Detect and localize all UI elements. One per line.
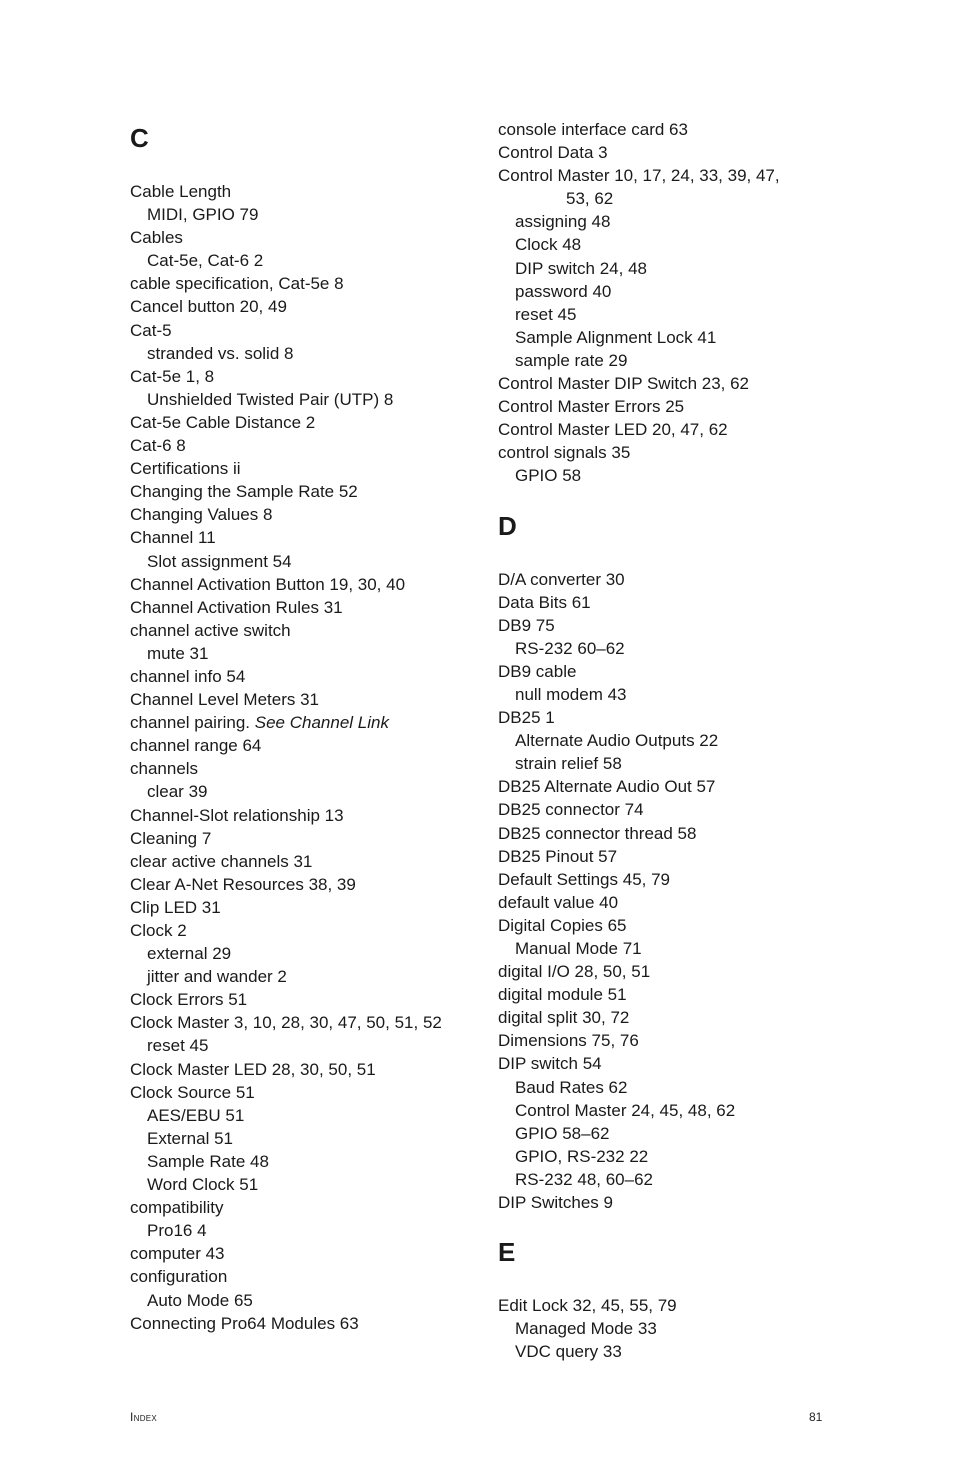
index-entry <box>130 734 470 757</box>
index-entry-text: Clip LED 31 <box>130 897 221 917</box>
index-subentry <box>498 1340 838 1363</box>
index-entry <box>130 596 470 619</box>
index-subentry <box>498 683 838 706</box>
index-entry-text: Control Master DIP Switch 23, 62 <box>498 374 750 394</box>
index-entry-text: DB25 1 <box>498 708 555 728</box>
index-subentry <box>498 1076 838 1099</box>
index-entry-text: channels <box>130 759 199 779</box>
index-letter-heading: C <box>130 123 149 153</box>
footer-page-number: 81 <box>809 1410 823 1424</box>
index-entry <box>498 614 838 637</box>
index-subentry <box>498 1099 838 1122</box>
index-entry-text: Cat-5e 1, 8 <box>130 366 215 386</box>
index-entry-text: 53, 62 <box>566 189 614 209</box>
index-subentry <box>498 464 838 487</box>
index-entry-text: GPIO 58 <box>515 466 582 486</box>
index-entry-text: clear 39 <box>147 782 208 802</box>
index-subentry <box>498 1122 838 1145</box>
index-entry-text: configuration <box>130 1267 228 1287</box>
index-entry-text: Cat-6 8 <box>130 436 186 456</box>
footer-section-label: Index <box>130 1410 158 1424</box>
index-entry <box>498 845 838 868</box>
index-subentry <box>130 1173 470 1196</box>
index-entry-text: reset 45 <box>515 304 577 324</box>
index-subentry <box>498 1317 838 1340</box>
index-entry <box>498 395 838 418</box>
index-entry-text: Control Master Errors 25 <box>498 397 685 417</box>
index-entry <box>130 827 470 850</box>
index-entry <box>498 418 838 441</box>
index-entry-text: channel info 54 <box>130 666 246 686</box>
index-entry <box>130 873 470 896</box>
spacer <box>130 162 470 180</box>
index-entry-text: Changing Values 8 <box>130 505 273 525</box>
index-entry-text: Cables <box>130 228 183 248</box>
index-entry <box>130 1011 470 1034</box>
index-entry-text: Baud Rates 62 <box>515 1077 628 1097</box>
index-entry-text: DB25 connector 74 <box>498 800 644 820</box>
index-subentry <box>130 1034 470 1057</box>
index-subentry <box>498 349 838 372</box>
index-entry <box>130 503 470 526</box>
index-entry-text: D/A converter 30 <box>498 569 625 589</box>
index-entry-text: Certifications ii <box>130 459 241 479</box>
index-entry-text: VDC query 33 <box>515 1342 622 1362</box>
index-entry-text: Channel 11 <box>130 528 216 548</box>
index-subentry <box>498 937 838 960</box>
index-entry-text: GPIO 58–62 <box>515 1123 610 1143</box>
index-entry <box>130 573 470 596</box>
index-entry <box>498 798 838 821</box>
index-entry <box>498 1029 838 1052</box>
index-entry-text: password 40 <box>515 281 612 301</box>
index-entry-text: Cat-5e, Cat-6 2 <box>147 251 264 271</box>
index-entry <box>130 295 470 318</box>
index-entry <box>498 568 838 591</box>
index-entry-text: Pro16 4 <box>147 1221 207 1241</box>
index-subentry <box>130 1104 470 1127</box>
index-entry-text: Channel-Slot relationship 13 <box>130 805 344 825</box>
index-entry <box>498 1191 838 1214</box>
index-subentry <box>130 1127 470 1150</box>
index-entry <box>498 775 838 798</box>
index-entry <box>498 706 838 729</box>
index-entry-text: Word Clock 51 <box>147 1175 259 1195</box>
index-entry-text: RS-232 48, 60–62 <box>515 1169 653 1189</box>
index-subentry <box>498 637 838 660</box>
index-entry-text: DB9 75 <box>498 615 555 635</box>
index-subentry <box>498 729 838 752</box>
index-subentry <box>130 965 470 988</box>
index-entry-text: stranded vs. solid 8 <box>147 343 294 363</box>
index-entry-text: Control Master LED 20, 47, 62 <box>498 420 728 440</box>
index-entry <box>130 226 470 249</box>
index-entry-text: DIP Switches 9 <box>498 1193 613 1213</box>
index-entry <box>130 896 470 919</box>
index-entry-text: Default Settings 45, 79 <box>498 869 671 889</box>
index-entry <box>130 1265 470 1288</box>
index-entry-text: External 51 <box>147 1128 233 1148</box>
index-entry-text: channel range 64 <box>130 736 262 756</box>
index-entry-text: Cancel button 20, 49 <box>130 297 287 317</box>
index-entry <box>498 591 838 614</box>
index-entry-text: null modem 43 <box>515 684 627 704</box>
index-entry-text: Manual Mode 71 <box>515 939 642 958</box>
index-entry-text: Sample Alignment Lock 41 <box>515 327 717 347</box>
index-entry <box>130 988 470 1011</box>
index-subentry <box>130 203 470 226</box>
index-entry <box>498 914 838 937</box>
index-entry-text: external 29 <box>147 944 232 964</box>
index-entry-text: Control Master 24, 45, 48, 62 <box>515 1100 736 1120</box>
index-entry <box>498 372 838 395</box>
index-entry <box>498 118 838 141</box>
index-entry-text: Cat-5e Cable Distance 2 <box>130 412 316 432</box>
index-entry <box>130 411 470 434</box>
index-entry-text: Control Data 3 <box>498 143 608 163</box>
index-entry-text: Dimensions 75, 76 <box>498 1031 639 1051</box>
index-entry-text: Unshielded Twisted Pair (UTP) 8 <box>147 389 394 409</box>
index-entry-text: reset 45 <box>147 1036 209 1056</box>
index-entry-continuation <box>498 187 838 210</box>
index-subentry <box>130 342 470 365</box>
index-subentry <box>498 257 838 280</box>
spacer <box>498 1214 838 1232</box>
index-entry-text: compatibility <box>130 1198 224 1218</box>
index-entry-text: Cable Length <box>130 182 232 201</box>
index-subentry <box>498 280 838 303</box>
index-entry <box>130 480 470 503</box>
index-entry-text: Clear A-Net Resources 38, 39 <box>130 874 356 894</box>
index-subentry <box>130 1150 470 1173</box>
index-entry <box>130 850 470 873</box>
index-entry <box>130 619 470 642</box>
index-entry <box>130 1196 470 1219</box>
index-entry <box>130 434 470 457</box>
index-subentry <box>498 1168 838 1191</box>
index-entry-text: Managed Mode 33 <box>515 1319 657 1339</box>
index-entry <box>130 526 470 549</box>
index-entry-text: MIDI, GPIO 79 <box>147 205 259 225</box>
index-entry-text: RS-232 60–62 <box>515 638 625 658</box>
index-subentry <box>498 233 838 256</box>
index-subentry <box>498 752 838 775</box>
index-entry-text: Channel Activation Rules 31 <box>130 597 343 617</box>
index-entry-text: GPIO, RS-232 22 <box>515 1146 649 1166</box>
index-entry-text: default value 40 <box>498 892 619 912</box>
index-subentry <box>130 1219 470 1242</box>
index-entry-text: Changing the Sample Rate 52 <box>130 482 358 502</box>
index-entry-text: strain relief 58 <box>515 754 622 774</box>
index-entry-text: jitter and wander 2 <box>147 967 287 987</box>
index-entry <box>498 441 838 464</box>
index-entry <box>130 1058 470 1081</box>
index-entry <box>498 164 838 187</box>
index-entry-text: Clock 48 <box>515 235 582 255</box>
index-entry-text: mute 31 <box>147 643 209 663</box>
index-entry-text: Control Master 10, 17, 24, 33, 39, 47, <box>498 166 780 186</box>
index-entry <box>498 891 838 914</box>
index-subentry <box>130 942 470 965</box>
index-entry <box>130 319 470 342</box>
index-entry <box>498 1294 838 1317</box>
index-entry <box>498 868 838 891</box>
index-entry-text: Clock Source 51 <box>130 1082 255 1102</box>
index-entry <box>498 822 838 845</box>
index-entry <box>130 180 470 203</box>
index-subentry <box>498 303 838 326</box>
spacer <box>498 488 838 506</box>
index-subentry <box>498 210 838 233</box>
index-entry-text: Connecting Pro64 Modules 63 <box>130 1313 359 1333</box>
spacer <box>498 550 838 568</box>
index-entry <box>130 757 470 780</box>
index-column-left <box>130 118 470 1335</box>
index-entry-text: sample rate 29 <box>515 350 628 370</box>
index-entry <box>130 919 470 942</box>
index-subentry <box>498 1145 838 1168</box>
index-subentry <box>130 388 470 411</box>
index-column-right <box>498 118 838 1363</box>
index-entry-text: Clock Errors 51 <box>130 990 248 1010</box>
index-entry <box>498 1006 838 1029</box>
index-entry <box>130 1242 470 1265</box>
index-subentry <box>130 1289 470 1312</box>
index-entry <box>498 660 838 683</box>
index-entry-text: Clock Master LED 28, 30, 50, 51 <box>130 1059 376 1079</box>
index-entry-text: Cleaning 7 <box>130 828 212 848</box>
index-entry-text: digital split 30, 72 <box>498 1008 630 1028</box>
index-entry-text: Auto Mode 65 <box>147 1290 253 1310</box>
index-entry <box>498 141 838 164</box>
index-letter-heading: D <box>498 510 517 541</box>
index-entry-text: DB25 connector thread 58 <box>498 823 697 843</box>
index-entry-text: assigning 48 <box>515 212 611 232</box>
index-entry <box>130 804 470 827</box>
index-entry <box>130 1312 470 1335</box>
index-entry-text: Data Bits 61 <box>498 592 591 612</box>
index-entry-text: control signals 35 <box>498 443 631 463</box>
index-entry-text: Digital Copies 65 <box>498 915 627 935</box>
index-entry <box>130 665 470 688</box>
index-entry-text: DIP switch 54 <box>498 1054 602 1074</box>
index-entry-text: DIP switch 24, 48 <box>515 258 647 278</box>
index-subentry <box>130 780 470 803</box>
index-entry-text: Slot assignment 54 <box>147 551 292 571</box>
index-entry <box>130 365 470 388</box>
index-entry <box>498 960 838 983</box>
index-entry <box>130 688 470 711</box>
index-entry <box>130 1081 470 1104</box>
index-entry-text: Clock 2 <box>130 921 187 940</box>
see-reference: See Channel Link <box>254 713 389 733</box>
index-entry-text: Edit Lock 32, 45, 55, 79 <box>498 1296 677 1316</box>
index-letter-heading: E <box>498 1237 516 1268</box>
index-entry-text: computer 43 <box>130 1244 225 1264</box>
index-entry <box>498 1052 838 1075</box>
index-entry-text: AES/EBU 51 <box>147 1105 245 1125</box>
index-entry-text: cable specification, Cat-5e 8 <box>130 274 344 294</box>
index-entry-text: clear active channels 31 <box>130 851 313 871</box>
index-entry-text: digital module 51 <box>498 985 627 1005</box>
index-entry-text: DB9 cable <box>498 661 577 681</box>
index-entry-text: console interface card 63 <box>498 120 688 139</box>
index-entry-text: DB25 Alternate Audio Out 57 <box>498 777 716 797</box>
index-entry <box>130 711 470 734</box>
index-entry-text: Cat-5 <box>130 320 172 340</box>
index-entry-text: channel pairing. <box>130 713 255 733</box>
index-entry-text: Channel Activation Button 19, 30, 40 <box>130 574 406 594</box>
index-entry <box>130 457 470 480</box>
index-entry <box>130 272 470 295</box>
index-entry-text: Clock Master 3, 10, 28, 30, 47, 50, 51, 52 <box>130 1013 442 1033</box>
index-subentry <box>130 550 470 573</box>
index-subentry <box>130 642 470 665</box>
index-entry-text: Sample Rate 48 <box>147 1151 269 1171</box>
index-entry-text: DB25 Pinout 57 <box>498 846 618 866</box>
index-entry-text: channel active switch <box>130 620 291 640</box>
index-entry-text: digital I/O 28, 50, 51 <box>498 962 651 982</box>
index-entry-text: Channel Level Meters 31 <box>130 690 320 710</box>
spacer <box>498 1276 838 1294</box>
index-entry-text: Alternate Audio Outputs 22 <box>515 731 719 751</box>
index-subentry <box>130 249 470 272</box>
index-subentry <box>498 326 838 349</box>
index-entry <box>498 983 838 1006</box>
